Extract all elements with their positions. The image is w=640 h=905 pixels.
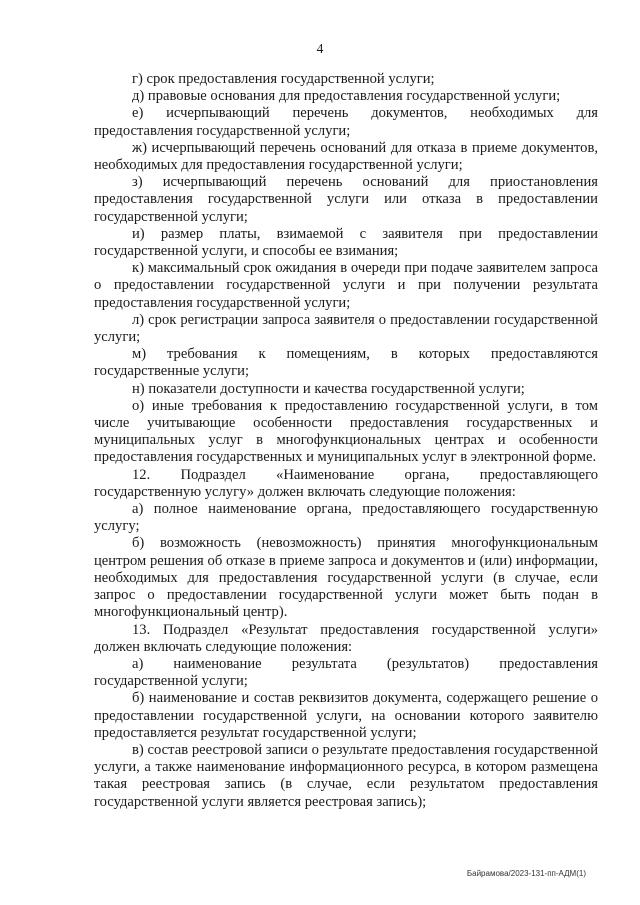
paragraph-12-a: а) полное наименование органа, предоставляющего государственную услугу; xyxy=(94,501,598,535)
section-12-heading: 12. Подраздел «Наименование органа, предоставляющего государственную услугу» должен включать следующие положения: xyxy=(94,466,598,500)
document-footer-id: Байрамова/2023-131-пп-АДМ(1) xyxy=(466,869,586,878)
paragraph-item-z: з) исчерпывающий перечень оснований для приостановления предоставления государственной услуги или отказа в предоставлении государственной услуги; xyxy=(94,174,598,225)
paragraph-item-d: д) правовые основания для предоставления государственной услуги; xyxy=(132,88,561,105)
page-number: 4 xyxy=(316,41,324,56)
paragraph-item-n: н) показатели доступности и качества государственной услуги; xyxy=(132,380,525,397)
paragraph-13-a: а) наименование результата (результатов) предоставления государственной услуги; xyxy=(94,655,598,690)
paragraph-item-l: л) срок регистрации запроса заявителя о предоставлении государственной услуги; xyxy=(94,311,598,346)
paragraph-item-m: м) требования к помещениям, в которых предоставляются государственные услуги; xyxy=(94,346,598,380)
paragraph-item-e: е) исчерпывающий перечень документов, необходимых для предоставления государственной услуги; xyxy=(94,105,598,139)
paragraph-item-i: и) размер платы, взимаемой с заявителя при предоставлении государственной услуги, и способы ее взимания; xyxy=(94,225,598,260)
document-body xyxy=(94,71,598,811)
paragraph-item-zh: ж) исчерпывающий перечень оснований для отказа в приеме документов, необходимых для предоставления государственной услуги; xyxy=(94,139,598,174)
paragraph-12-b: б) возможность (невозможность) принятия многофункциональным центром решения об отказе в приеме запроса и документов и (или) информации, необходимых для предоставления государственной услуги (в случае, если запрос о предоставлении государственной услуги может быть подан в многофункциональный центр). xyxy=(94,535,598,621)
paragraph-13-b: б) наименование и состав реквизитов документа, содержащего решение о предоставлении государственной услуги, на основании которого заявителю предоставляется результат государственной услуги; xyxy=(94,690,598,741)
paragraph-item-g: г) срок предоставления государственной услуги; xyxy=(132,71,435,87)
paragraph-item-o: о) иные требования к предоставлению государственной услуги, в том числе учитывающие особенности предоставления государственных и муниципальных услуг в многофункциональных центрах и особенности предоставления государственных и муниципальных услуг в электронной форме. xyxy=(94,397,598,466)
paragraph-item-k: к) максимальный срок ожидания в очереди при подаче заявителем запроса о предоставлении государственной услуги и при получении результата предоставления государственной услуги; xyxy=(94,260,598,311)
section-13-heading: 13. Подраздел «Результат предоставления государственной услуги» должен включать следующие положения: xyxy=(94,621,598,655)
paragraph-13-v: в) состав реестровой записи о результате предоставления государственной услуги, а также наименование информационного ресурса, в котором размещена такая реестровая запись (в случае, если результатом предоставления государственной услуги является реестровая запись); xyxy=(94,741,598,810)
